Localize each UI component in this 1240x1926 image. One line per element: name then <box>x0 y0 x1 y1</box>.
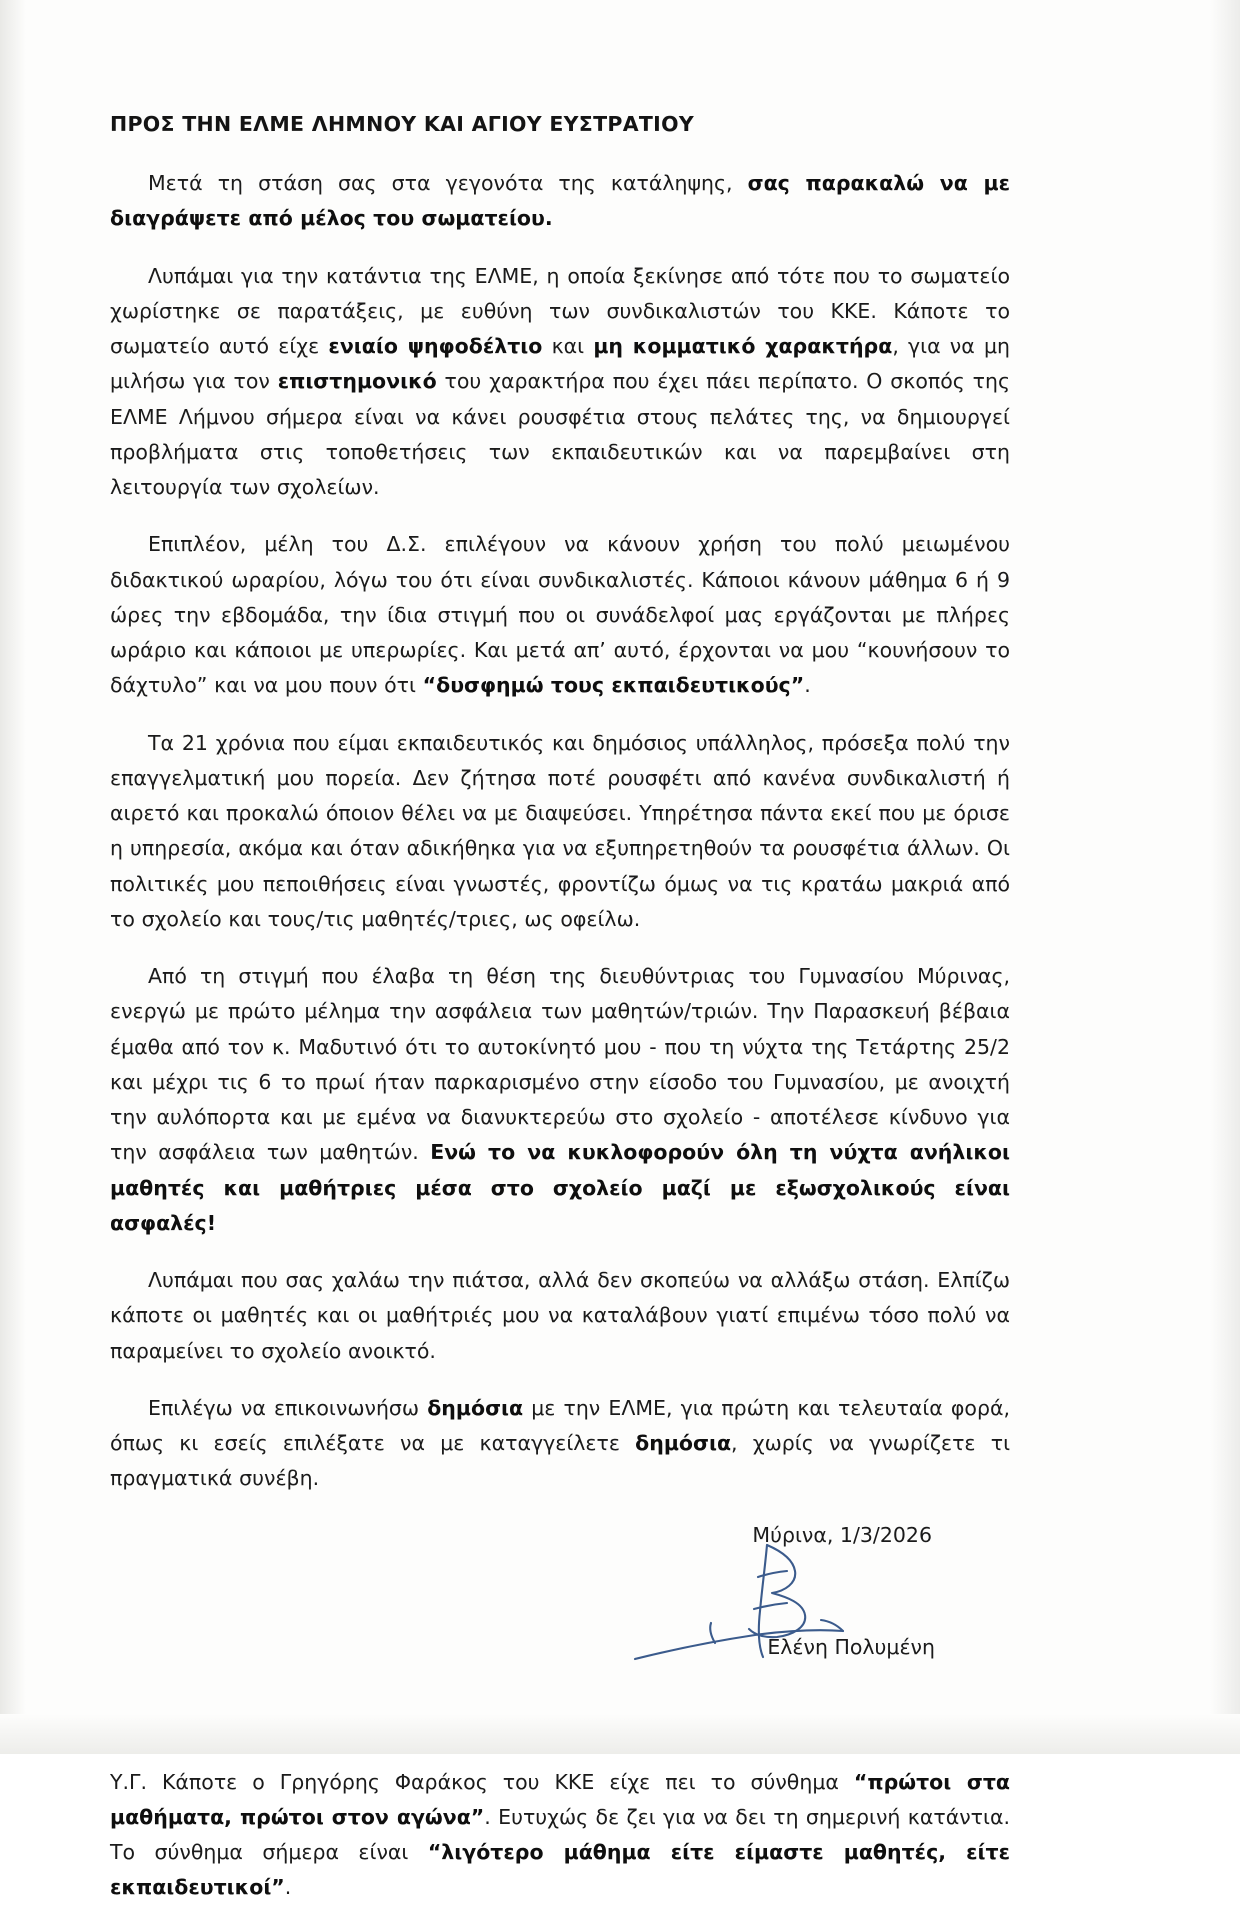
ps-text-b: . Ευτυχώς δε ζει για να δει τη σημερινή κατάντια. Το σύνθημα σήμερα είναι <box>110 1804 1010 1864</box>
p2-emphasis-ballot: ενιαίο ψηφοδέλτιο <box>328 334 543 358</box>
letter-body <box>110 112 1010 1926</box>
paragraph-request-removal <box>110 166 1010 237</box>
p5-emphasis-safe: Ενώ το να κυκλοφορούν όλη τη νύχτα ανήλικοι μαθητές και μαθήτριες μέσα στο σχολείο μαζί με εξωσχολικούς είναι ασφαλές! <box>110 1140 1010 1235</box>
paragraph-public-communication <box>110 1391 1010 1497</box>
p7-text-c: , χωρίς να γνωρίζετε τι πραγματικά συνέβη. <box>110 1431 1010 1491</box>
scan-shadow-left <box>0 0 26 1754</box>
p7-emphasis-public-1: δημόσια <box>427 1395 524 1420</box>
signature-place-date: Μύρινα, 1/3/2026 <box>752 1522 932 1547</box>
signature-name: Ελένη Πολυμένη <box>767 1634 935 1659</box>
p7-emphasis-public-2: δημόσια <box>635 1431 732 1455</box>
signature-block <box>110 1523 1010 1703</box>
paragraph-elme-decline <box>110 259 1010 506</box>
paragraph-principal-safety <box>110 959 1010 1241</box>
p1-text-a: Μετά τη στάση σας στα γεγονότα της κατάληψης, <box>148 171 748 195</box>
p3-text-b: . <box>804 673 811 698</box>
ps-emphasis-slogan-old: “πρώτοι στα μαθήματα, πρώτοι στον αγώνα” <box>110 1769 1010 1829</box>
p2-text-a: Λυπάμαι για την κατάντια της ΕΛΜΕ, η οποία ξεκίνησε από τότε που το σωματείο χωρίστηκε σε παρατάξεις, με ευθύνη των συνδικαλιστών του ΚΚΕ. Κάποτε το σωματείο αυτό είχε <box>110 263 1010 358</box>
page-title: ΠΡΟΣ ΤΗΝ ΕΛΜΕ ΛΗΜΝΟΥ ΚΑΙ ΑΓΙΟΥ ΕΥΣΤΡΑΤΙΟΥ <box>110 112 694 136</box>
postscript <box>110 1765 1010 1906</box>
ps-emphasis-slogan-new: “λιγότερο μάθημα είτε είμαστε μαθητές, είτε εκπαιδευτικοί” <box>110 1840 1010 1900</box>
paragraph-board-hours <box>110 527 1010 703</box>
p3-emphasis-defame: “δυσφημώ τους εκπαιδευτικούς” <box>422 673 805 698</box>
p2-emphasis-scientific: επιστημονικό <box>277 369 437 394</box>
p2-text-b: και <box>542 334 594 358</box>
p2-text-c: , για να μη μιλήσω για τον <box>110 334 1011 394</box>
ps-text-c: . <box>284 1875 292 1900</box>
p7-text-a: Επιλέγω να επικοινωνήσω <box>148 1395 428 1420</box>
p2-emphasis-noncommittal: μη κομματικό χαρακτήρα <box>593 334 893 358</box>
ps-text-a: Υ.Γ. Κάποτε ο Γρηγόρης Φαράκος του ΚΚΕ είχε πει το σύνθημα <box>110 1769 854 1794</box>
scan-shadow-right <box>1210 0 1240 1754</box>
paragraph-stance: Λυπάμαι που σας χαλάω την πιάτσα, αλλά δεν σκοπεύω να αλλάξω στάση. Ελπίζω κάποτε οι μαθητές και οι μαθήτριές μου να καταλάβουν γιατί επιμένω τόσο πολύ να παραμείνει το σχολείο ανοικτό. <box>110 1268 1010 1363</box>
p2-text-d: του χαρακτήρα που έχει πάει περίπατο. Ο σκοπός της ΕΛΜΕ Λήμνου σήμερα είναι να κάνει ρουσφέτια στους πελάτες της, να δημιουργεί προβλήματα στις τοποθετήσεις των εκπαιδευτικών και να παρεμβαίνει στη λειτουργία των σχολείων. <box>110 369 1010 499</box>
p1-emphasis: σας παρακαλώ να με διαγράψετε από μέλος του σωματείου. <box>110 171 1010 231</box>
p7-text-b: με την ΕΛΜΕ, για πρώτη και τελευταία φορά, όπως κι εσείς επιλέξατε να με καταγγείλετε <box>110 1395 1011 1455</box>
p3-text-a: Επιπλέον, μέλη του Δ.Σ. επιλέγουν να κάνουν χρήση του πολύ μειωμένου διδακτικού ωραρίου, λόγω του ότι είναι συνδικαλιστές. Κάποιοι κάνουν μάθημα 6 ή 9 ώρες την εβδομάδα, την ίδια στιγμή που οι συνάδελφοί μας εργάζονται με πλήρες ωράριο και κάποιοι με υπερωρίες. Και μετά απ’ αυτό, έρχονται να μου “κουνήσουν το δάχτυλο” και να μου πουν ότι <box>110 532 1010 698</box>
p5-text-a: Από τη στιγμή που έλαβα τη θέση της διευθύντριας του Γυμνασίου Μύρινας, ενεργώ με πρώτο μέλημα την ασφάλεια των μαθητών/τριών. Την Παρασκευή βέβαια έμαθα από τον κ. Μαδυτινό ότι το αυτοκίνητό μου - που τη νύχτα της Τετάρτης 25/2 και μέχρι τις 6 το πρωί ήταν παρκαρισμένο στην είσοδο του Γυμνασίου, με ανοιχτή την αυλόπορτα και με εμένα να διανυκτερεύω στο σχολείο - αποτέλεσε κίνδυνο για την ασφάλεια των μαθητών. <box>110 964 1010 1165</box>
paragraph-career: Τα 21 χρόνια που είμαι εκπαιδευτικός και δημόσιος υπάλληλος, πρόσεξα πολύ την επαγγελματική μου πορεία. Δεν ζήτησα ποτέ ρουσφέτι από κανένα συνδικαλιστή ή αιρετό και προκαλώ όποιον θέλει να με διαψεύσει. Υπηρέτησα πάντα εκεί που με όρισε η υπηρεσία, ακόμα και όταν αδικήθηκα για να εξυπηρετηθούν τα ρουσφέτια άλλων. Οι πολιτικές μου πεποιθήσεις είναι γνωστές, φροντίζω όμως να τις κρατάω μακριά από το σχολείο και τους/τις μαθητές/τριες, ως οφείλω. <box>110 730 1010 931</box>
